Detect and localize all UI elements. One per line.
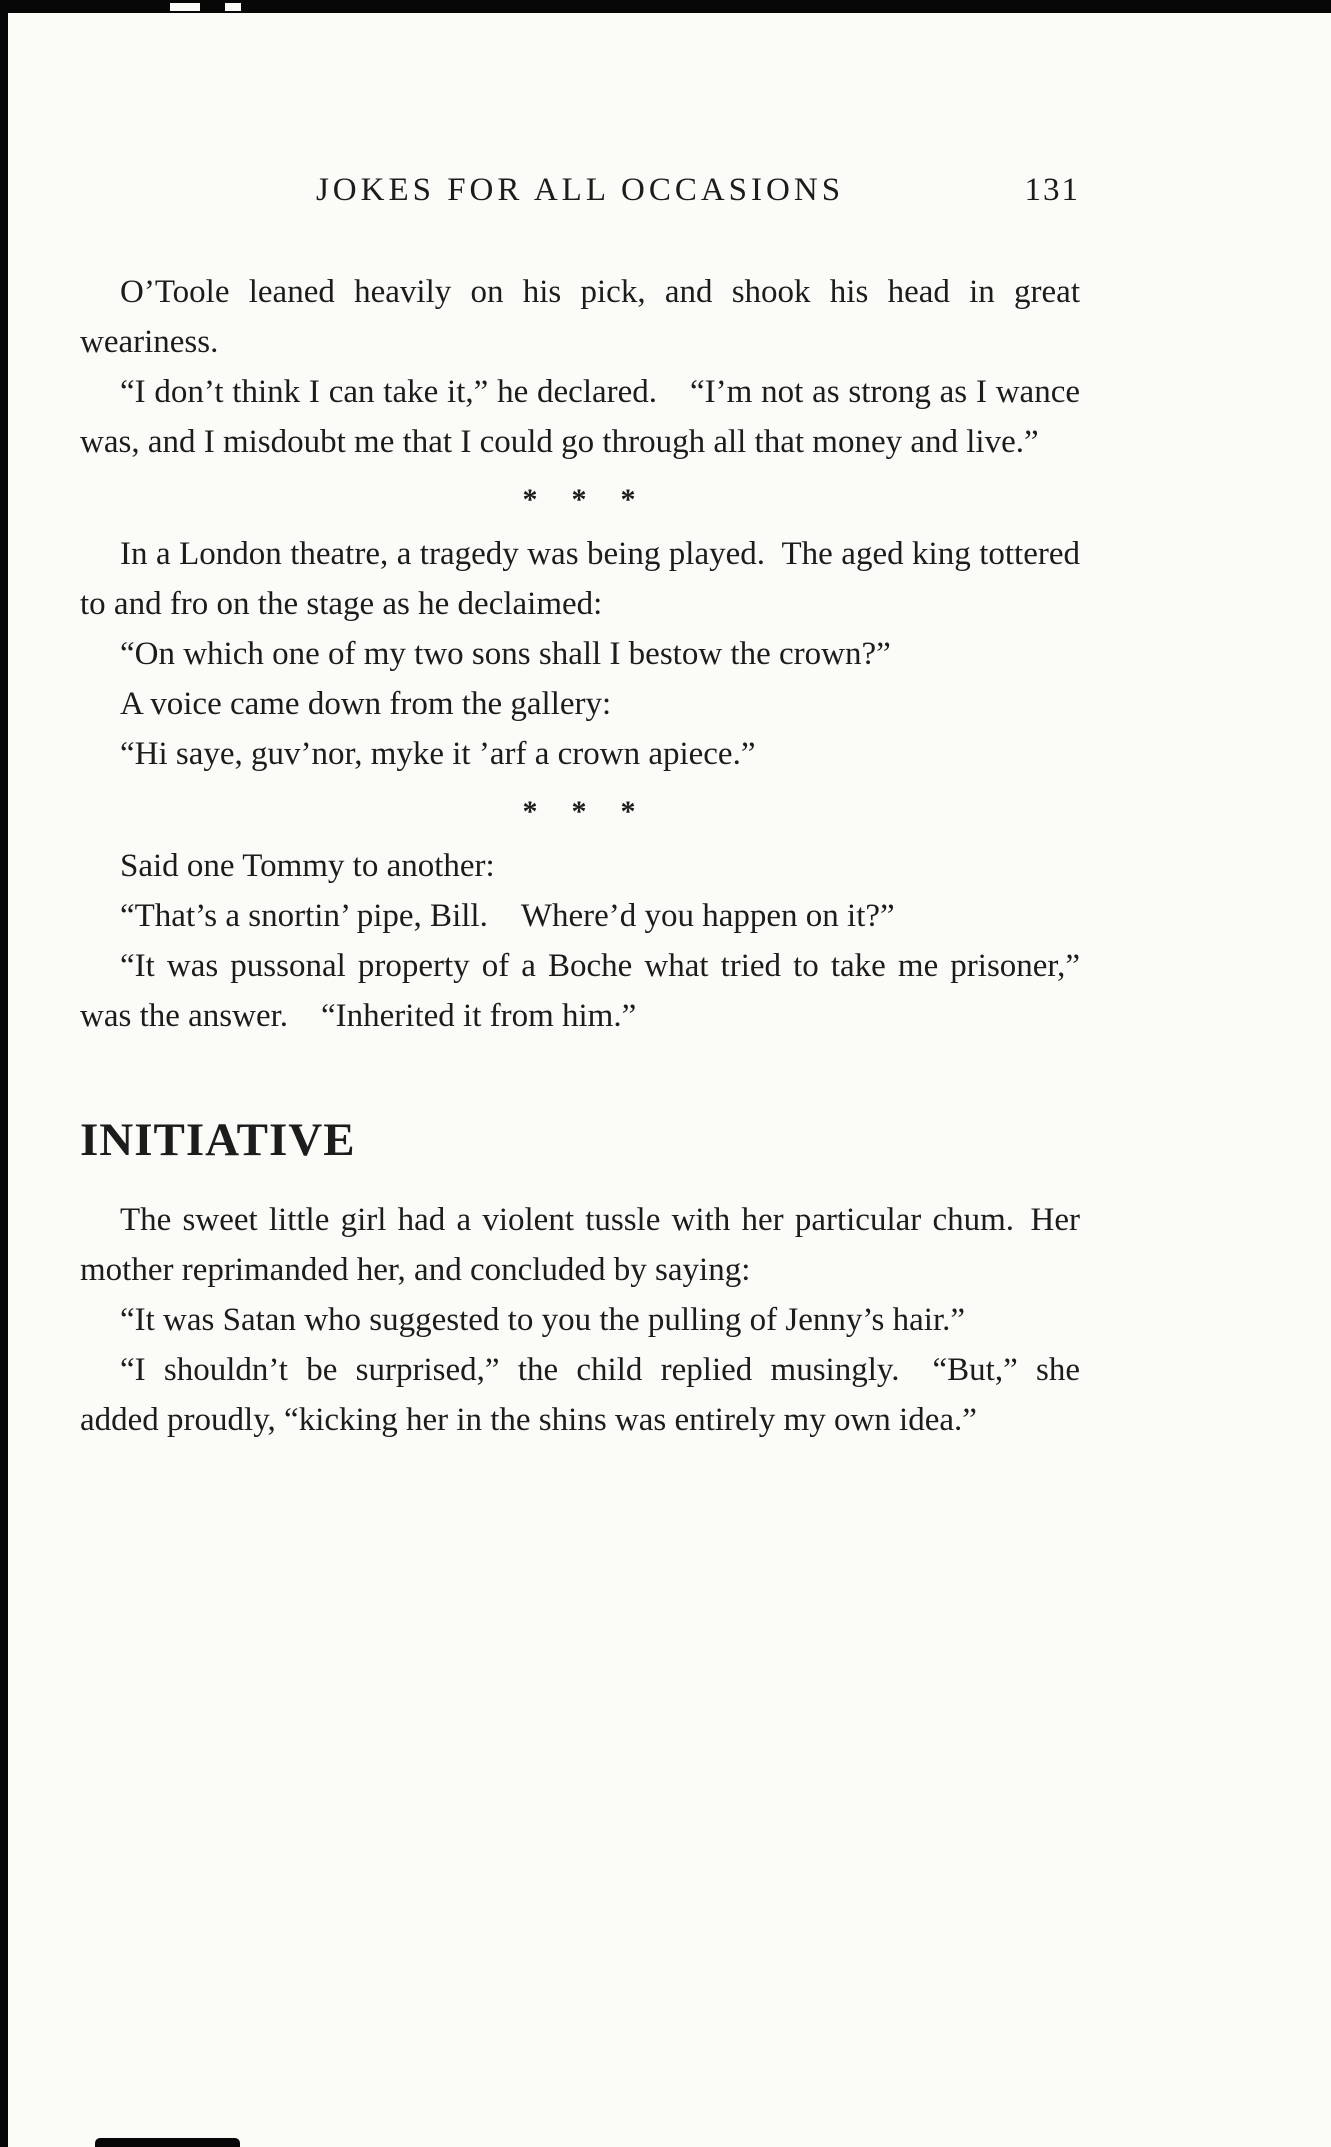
paragraph: Said one Tommy to another: [120,848,495,884]
scan-bottom-edge-artifact [95,2138,240,2147]
paragraph: “It was pussonal property of a Boche what tried to take me prisoner,” was the answer. “Inherited it from him.” [80,948,1080,1034]
page-number: 131 [1024,172,1080,208]
paragraph: “It was Satan who suggested to you the pulling of Jenny’s hair.” [120,1302,966,1338]
asterisk-separator: * * * [522,483,638,516]
scan-left-edge-artifact [0,0,8,2147]
page-content [80,0,1080,1445]
running-header [80,172,1080,209]
section-heading: INITIATIVE [80,1114,356,1166]
asterisk-separator: * * * [522,795,638,828]
paragraph: A voice came down from the gallery: [120,686,612,722]
paragraph: “On which one of my two sons shall I bestow the crown?” [120,636,891,672]
paragraph: The sweet little girl had a violent tussle with her particular chum. Her mother reprimanded her, and concluded by saying: [80,1202,1080,1288]
paragraph: O’Toole leaned heavily on his pick, and shook his head in great weariness. [80,274,1080,360]
paragraph: “That’s a snortin’ pipe, Bill. Where’d you happen on it?” [120,898,895,934]
paragraph: “Hi saye, guv’nor, myke it ’arf a crown apiece.” [120,736,756,772]
running-header-title: JOKES FOR ALL OCCASIONS [315,172,845,208]
paragraph: “I shouldn’t be surprised,” the child replied musingly. “But,” she added proudly, “kicking her in the shins was entirely my own idea.” [80,1352,1080,1438]
paragraph: “I don’t think I can take it,” he declared. “I’m not as strong as I wance was, and I misdoubt me that I could go through all that money and live.” [80,374,1080,460]
paragraph: In a London theatre, a tragedy was being played. The aged king tottered to and fro on the stage as he declaimed: [80,536,1080,622]
